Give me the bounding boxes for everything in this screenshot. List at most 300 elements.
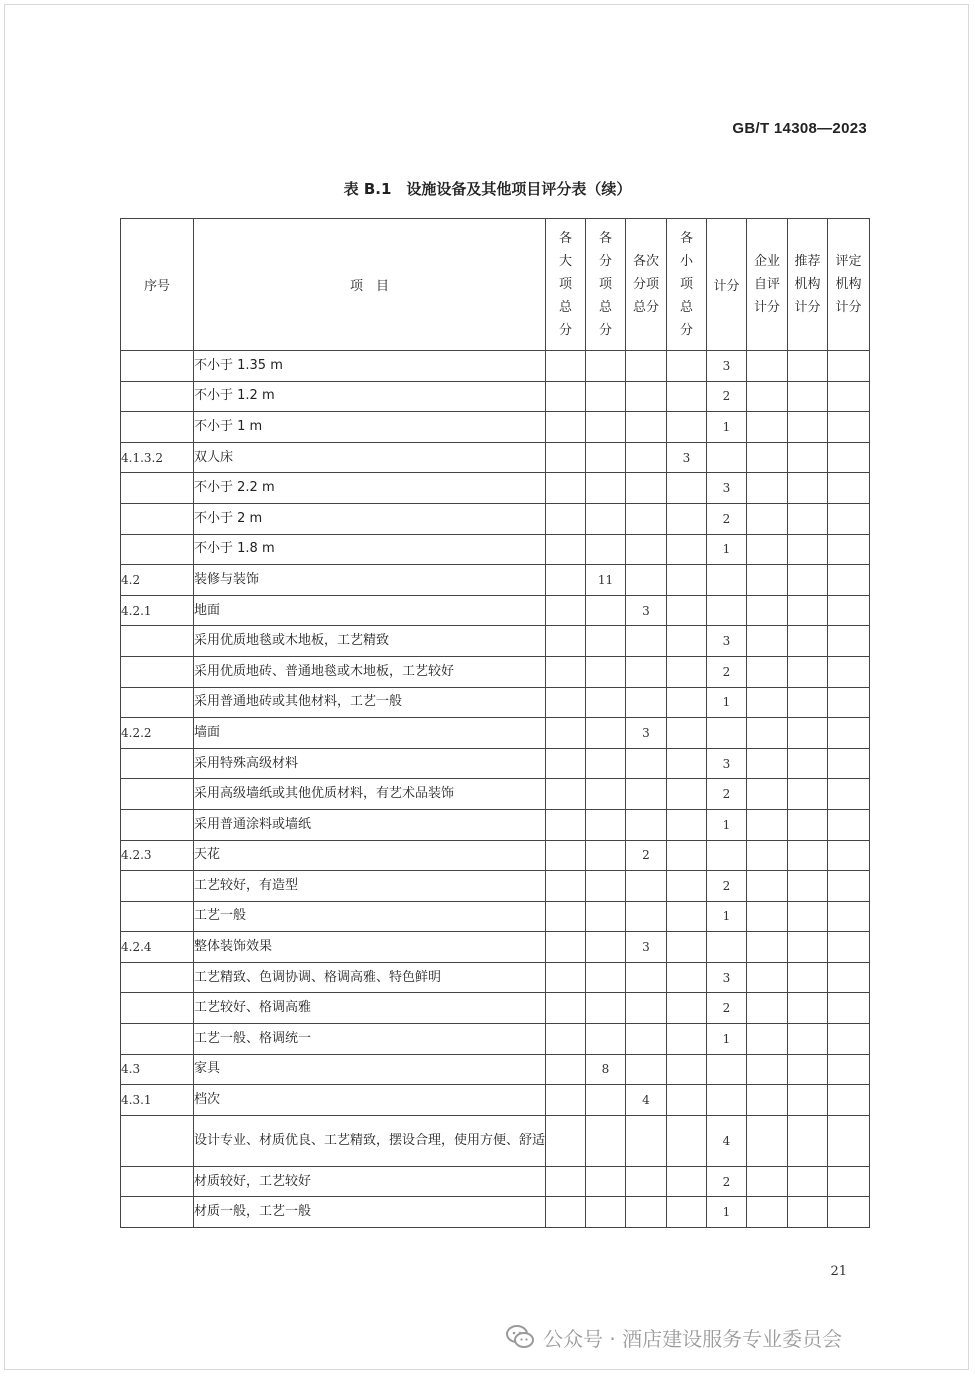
row-self-eval xyxy=(747,595,788,626)
row-item: 整体装饰效果 xyxy=(194,932,546,963)
row-recommend xyxy=(788,1024,828,1055)
header-secondary-total: 各次 分项 总分 xyxy=(626,219,667,351)
row-assess xyxy=(828,871,870,902)
row-assess xyxy=(828,687,870,718)
table-header-row xyxy=(121,219,870,351)
row-self-eval xyxy=(747,871,788,902)
row-recommend xyxy=(788,626,828,657)
table-body xyxy=(121,351,870,1228)
row-seq xyxy=(121,1166,194,1197)
row-seq: 4.3 xyxy=(121,1054,194,1085)
row-minor-total xyxy=(667,473,707,504)
row-minor-total xyxy=(667,687,707,718)
row-seq xyxy=(121,871,194,902)
row-score: 1 xyxy=(707,1197,747,1228)
row-seq xyxy=(121,1197,194,1228)
row-assess xyxy=(828,840,870,871)
row-score: 1 xyxy=(707,412,747,443)
row-major-total xyxy=(546,442,586,473)
standard-number: GB/T 14308—2023 xyxy=(732,120,867,137)
row-secondary-total xyxy=(626,1054,667,1085)
row-recommend xyxy=(788,412,828,443)
table-row xyxy=(121,1024,870,1055)
row-assess xyxy=(828,412,870,443)
row-major-total xyxy=(546,534,586,565)
table-row xyxy=(121,351,870,382)
row-seq xyxy=(121,687,194,718)
row-self-eval xyxy=(747,748,788,779)
row-score: 2 xyxy=(707,381,747,412)
row-assess xyxy=(828,718,870,749)
row-minor-total xyxy=(667,1024,707,1055)
row-self-eval xyxy=(747,809,788,840)
row-major-total xyxy=(546,809,586,840)
row-item: 墙面 xyxy=(194,718,546,749)
row-assess xyxy=(828,1085,870,1116)
row-sub-total xyxy=(586,1197,626,1228)
row-major-total xyxy=(546,687,586,718)
row-seq: 4.2.3 xyxy=(121,840,194,871)
row-sub-total xyxy=(586,381,626,412)
row-minor-total xyxy=(667,626,707,657)
row-score: 1 xyxy=(707,687,747,718)
page-number: 21 xyxy=(830,1264,847,1279)
row-recommend xyxy=(788,1166,828,1197)
row-assess xyxy=(828,748,870,779)
row-minor-total xyxy=(667,412,707,443)
row-seq xyxy=(121,993,194,1024)
row-sub-total xyxy=(586,993,626,1024)
row-assess xyxy=(828,1054,870,1085)
row-item: 家具 xyxy=(194,1054,546,1085)
table-row xyxy=(121,1115,870,1166)
row-score: 3 xyxy=(707,626,747,657)
row-recommend xyxy=(788,534,828,565)
row-score: 1 xyxy=(707,534,747,565)
row-assess xyxy=(828,932,870,963)
table-row xyxy=(121,503,870,534)
row-self-eval xyxy=(747,1166,788,1197)
table-row xyxy=(121,809,870,840)
row-item: 不小于 1.35 m xyxy=(194,351,546,382)
row-assess xyxy=(828,1197,870,1228)
row-sub-total xyxy=(586,412,626,443)
row-major-total xyxy=(546,748,586,779)
row-recommend xyxy=(788,656,828,687)
table-row xyxy=(121,381,870,412)
row-minor-total xyxy=(667,381,707,412)
row-major-total xyxy=(546,381,586,412)
row-assess xyxy=(828,1115,870,1166)
row-secondary-total xyxy=(626,412,667,443)
row-seq xyxy=(121,748,194,779)
row-minor-total xyxy=(667,901,707,932)
row-item: 工艺较好、格调高雅 xyxy=(194,993,546,1024)
wechat-icon xyxy=(505,1323,535,1351)
row-minor-total xyxy=(667,351,707,382)
row-seq xyxy=(121,473,194,504)
row-sub-total xyxy=(586,534,626,565)
row-seq xyxy=(121,381,194,412)
row-score: 4 xyxy=(707,1115,747,1166)
row-minor-total xyxy=(667,840,707,871)
row-recommend xyxy=(788,932,828,963)
row-seq xyxy=(121,809,194,840)
row-seq xyxy=(121,626,194,657)
row-self-eval xyxy=(747,901,788,932)
row-self-eval xyxy=(747,840,788,871)
watermark-text: 公众号 · 酒店建设服务专业委员会 xyxy=(543,1326,843,1351)
row-assess xyxy=(828,442,870,473)
row-self-eval xyxy=(747,687,788,718)
row-score: 2 xyxy=(707,1166,747,1197)
row-minor-total xyxy=(667,993,707,1024)
row-self-eval xyxy=(747,1115,788,1166)
row-score: 2 xyxy=(707,503,747,534)
row-recommend xyxy=(788,840,828,871)
table-row xyxy=(121,748,870,779)
row-seq: 4.2 xyxy=(121,565,194,596)
row-major-total xyxy=(546,1166,586,1197)
row-minor-total xyxy=(667,718,707,749)
row-major-total xyxy=(546,595,586,626)
row-major-total xyxy=(546,503,586,534)
header-major-total: 各大项总分 xyxy=(546,219,586,351)
row-score: 1 xyxy=(707,901,747,932)
row-score xyxy=(707,1054,747,1085)
row-sub-total xyxy=(586,473,626,504)
row-seq: 4.1.3.2 xyxy=(121,442,194,473)
row-self-eval xyxy=(747,1197,788,1228)
row-score xyxy=(707,840,747,871)
table-row xyxy=(121,1166,870,1197)
row-self-eval xyxy=(747,534,788,565)
row-self-eval xyxy=(747,473,788,504)
row-sub-total xyxy=(586,932,626,963)
row-major-total xyxy=(546,932,586,963)
row-recommend xyxy=(788,779,828,810)
row-score: 2 xyxy=(707,993,747,1024)
row-assess xyxy=(828,626,870,657)
row-assess xyxy=(828,473,870,504)
row-score xyxy=(707,442,747,473)
row-minor-total xyxy=(667,534,707,565)
row-seq xyxy=(121,503,194,534)
row-assess xyxy=(828,993,870,1024)
table-row xyxy=(121,626,870,657)
row-item: 不小于 2 m xyxy=(194,503,546,534)
row-assess xyxy=(828,534,870,565)
row-recommend xyxy=(788,473,828,504)
table-row xyxy=(121,534,870,565)
header-recommend: 推荐 机构 计分 xyxy=(788,219,828,351)
row-assess xyxy=(828,1024,870,1055)
row-recommend xyxy=(788,1197,828,1228)
row-score: 3 xyxy=(707,748,747,779)
row-sub-total xyxy=(586,1166,626,1197)
row-major-total xyxy=(546,1054,586,1085)
row-recommend xyxy=(788,993,828,1024)
row-recommend xyxy=(788,962,828,993)
row-sub-total xyxy=(586,809,626,840)
row-secondary-total: 3 xyxy=(626,718,667,749)
row-minor-total xyxy=(667,1197,707,1228)
row-secondary-total xyxy=(626,779,667,810)
row-score: 3 xyxy=(707,351,747,382)
row-seq: 4.2.1 xyxy=(121,595,194,626)
row-major-total xyxy=(546,565,586,596)
row-sub-total xyxy=(586,656,626,687)
row-score xyxy=(707,565,747,596)
row-score xyxy=(707,595,747,626)
table-row xyxy=(121,1197,870,1228)
row-sub-total xyxy=(586,687,626,718)
table-row xyxy=(121,840,870,871)
row-major-total xyxy=(546,473,586,504)
row-major-total xyxy=(546,656,586,687)
row-major-total xyxy=(546,901,586,932)
row-seq xyxy=(121,779,194,810)
table-row xyxy=(121,932,870,963)
table-row xyxy=(121,901,870,932)
row-secondary-total xyxy=(626,656,667,687)
row-major-total xyxy=(546,962,586,993)
row-recommend xyxy=(788,503,828,534)
row-item: 采用优质地毯或木地板，工艺精致 xyxy=(194,626,546,657)
row-seq xyxy=(121,412,194,443)
row-self-eval xyxy=(747,565,788,596)
table-row xyxy=(121,993,870,1024)
row-secondary-total xyxy=(626,565,667,596)
row-seq xyxy=(121,962,194,993)
row-assess xyxy=(828,565,870,596)
header-assess: 评定 机构 计分 xyxy=(828,219,870,351)
row-item: 工艺一般、格调统一 xyxy=(194,1024,546,1055)
row-sub-total xyxy=(586,962,626,993)
row-score: 3 xyxy=(707,473,747,504)
row-secondary-total xyxy=(626,503,667,534)
row-self-eval xyxy=(747,626,788,657)
row-item: 地面 xyxy=(194,595,546,626)
row-item: 不小于 1 m xyxy=(194,412,546,443)
row-secondary-total xyxy=(626,871,667,902)
table-row xyxy=(121,871,870,902)
row-item: 双人床 xyxy=(194,442,546,473)
table-row xyxy=(121,442,870,473)
row-assess xyxy=(828,809,870,840)
row-self-eval xyxy=(747,962,788,993)
row-item: 不小于 1.2 m xyxy=(194,381,546,412)
score-table xyxy=(120,218,870,1228)
row-secondary-total xyxy=(626,1166,667,1197)
row-secondary-total xyxy=(626,748,667,779)
row-assess xyxy=(828,901,870,932)
row-minor-total xyxy=(667,503,707,534)
row-self-eval xyxy=(747,1024,788,1055)
row-item: 天花 xyxy=(194,840,546,871)
row-sub-total xyxy=(586,1085,626,1116)
row-item: 档次 xyxy=(194,1085,546,1116)
row-seq xyxy=(121,1024,194,1055)
row-score: 3 xyxy=(707,962,747,993)
row-minor-total xyxy=(667,1115,707,1166)
row-item: 采用普通地砖或其他材料，工艺一般 xyxy=(194,687,546,718)
row-sub-total xyxy=(586,626,626,657)
row-secondary-total: 4 xyxy=(626,1085,667,1116)
table-title: 表 B.1 设施设备及其他项目评分表（续） xyxy=(343,180,632,198)
row-secondary-total xyxy=(626,351,667,382)
row-secondary-total xyxy=(626,687,667,718)
row-major-total xyxy=(546,1085,586,1116)
table-row xyxy=(121,779,870,810)
row-score: 2 xyxy=(707,656,747,687)
row-assess xyxy=(828,503,870,534)
row-secondary-total xyxy=(626,809,667,840)
row-assess xyxy=(828,595,870,626)
row-secondary-total xyxy=(626,626,667,657)
row-score xyxy=(707,1085,747,1116)
row-major-total xyxy=(546,871,586,902)
row-self-eval xyxy=(747,503,788,534)
row-self-eval xyxy=(747,1085,788,1116)
row-item: 采用普通涂料或墙纸 xyxy=(194,809,546,840)
row-minor-total xyxy=(667,779,707,810)
row-sub-total: 11 xyxy=(586,565,626,596)
row-recommend xyxy=(788,901,828,932)
row-self-eval xyxy=(747,718,788,749)
row-minor-total xyxy=(667,809,707,840)
row-item: 工艺较好，有造型 xyxy=(194,871,546,902)
header-seq: 序号 xyxy=(121,219,194,351)
row-recommend xyxy=(788,809,828,840)
row-assess xyxy=(828,962,870,993)
row-recommend xyxy=(788,381,828,412)
row-item: 不小于 1.8 m xyxy=(194,534,546,565)
row-secondary-total xyxy=(626,901,667,932)
row-minor-total xyxy=(667,871,707,902)
row-minor-total xyxy=(667,932,707,963)
row-assess xyxy=(828,381,870,412)
row-recommend xyxy=(788,687,828,718)
row-major-total xyxy=(546,840,586,871)
row-seq xyxy=(121,656,194,687)
table-row xyxy=(121,656,870,687)
table-row xyxy=(121,565,870,596)
row-item: 装修与装饰 xyxy=(194,565,546,596)
row-secondary-total xyxy=(626,442,667,473)
row-self-eval xyxy=(747,779,788,810)
row-score: 2 xyxy=(707,779,747,810)
row-assess xyxy=(828,656,870,687)
row-self-eval xyxy=(747,993,788,1024)
table-row xyxy=(121,412,870,443)
row-recommend xyxy=(788,871,828,902)
row-seq xyxy=(121,1115,194,1166)
row-assess xyxy=(828,779,870,810)
row-recommend xyxy=(788,351,828,382)
row-minor-total xyxy=(667,1085,707,1116)
row-item: 不小于 2.2 m xyxy=(194,473,546,504)
row-recommend xyxy=(788,748,828,779)
row-recommend xyxy=(788,1085,828,1116)
row-item: 材质较好，工艺较好 xyxy=(194,1166,546,1197)
row-secondary-total xyxy=(626,1115,667,1166)
row-minor-total xyxy=(667,656,707,687)
header-sub-total: 各分项总分 xyxy=(586,219,626,351)
row-score xyxy=(707,718,747,749)
row-sub-total xyxy=(586,351,626,382)
row-major-total xyxy=(546,779,586,810)
row-seq xyxy=(121,534,194,565)
row-major-total xyxy=(546,626,586,657)
row-sub-total xyxy=(586,503,626,534)
row-score: 1 xyxy=(707,809,747,840)
table-row xyxy=(121,473,870,504)
row-secondary-total xyxy=(626,993,667,1024)
row-assess xyxy=(828,1166,870,1197)
row-item: 采用高级墙纸或其他优质材料，有艺术品装饰 xyxy=(194,779,546,810)
row-item: 工艺精致、色调协调、格调高雅、特色鲜明 xyxy=(194,962,546,993)
row-major-total xyxy=(546,412,586,443)
row-recommend xyxy=(788,1115,828,1166)
row-sub-total xyxy=(586,871,626,902)
row-self-eval xyxy=(747,932,788,963)
row-minor-total xyxy=(667,1166,707,1197)
row-recommend xyxy=(788,718,828,749)
table-row xyxy=(121,595,870,626)
row-minor-total: 3 xyxy=(667,442,707,473)
row-sub-total xyxy=(586,718,626,749)
row-score xyxy=(707,932,747,963)
table-row xyxy=(121,718,870,749)
row-sub-total xyxy=(586,779,626,810)
row-secondary-total xyxy=(626,1197,667,1228)
row-secondary-total: 3 xyxy=(626,932,667,963)
header-minor-total: 各小项总分 xyxy=(667,219,707,351)
row-item: 工艺一般 xyxy=(194,901,546,932)
row-seq xyxy=(121,901,194,932)
header-score: 计分 xyxy=(707,219,747,351)
row-sub-total xyxy=(586,595,626,626)
header-item: 项 目 xyxy=(194,219,546,351)
row-seq: 4.2.4 xyxy=(121,932,194,963)
row-recommend xyxy=(788,565,828,596)
watermark xyxy=(505,1322,842,1352)
row-sub-total xyxy=(586,1115,626,1166)
row-self-eval xyxy=(747,1054,788,1085)
row-score: 1 xyxy=(707,1024,747,1055)
row-secondary-total: 2 xyxy=(626,840,667,871)
row-minor-total xyxy=(667,1054,707,1085)
row-recommend xyxy=(788,442,828,473)
row-self-eval xyxy=(747,351,788,382)
row-secondary-total: 3 xyxy=(626,595,667,626)
row-seq xyxy=(121,351,194,382)
row-major-total xyxy=(546,1197,586,1228)
row-major-total xyxy=(546,351,586,382)
row-self-eval xyxy=(747,412,788,443)
row-sub-total xyxy=(586,1024,626,1055)
row-sub-total xyxy=(586,840,626,871)
table-row xyxy=(121,1054,870,1085)
row-score: 2 xyxy=(707,871,747,902)
row-major-total xyxy=(546,993,586,1024)
row-self-eval xyxy=(747,656,788,687)
row-secondary-total xyxy=(626,473,667,504)
row-secondary-total xyxy=(626,381,667,412)
row-sub-total: 8 xyxy=(586,1054,626,1085)
row-minor-total xyxy=(667,595,707,626)
